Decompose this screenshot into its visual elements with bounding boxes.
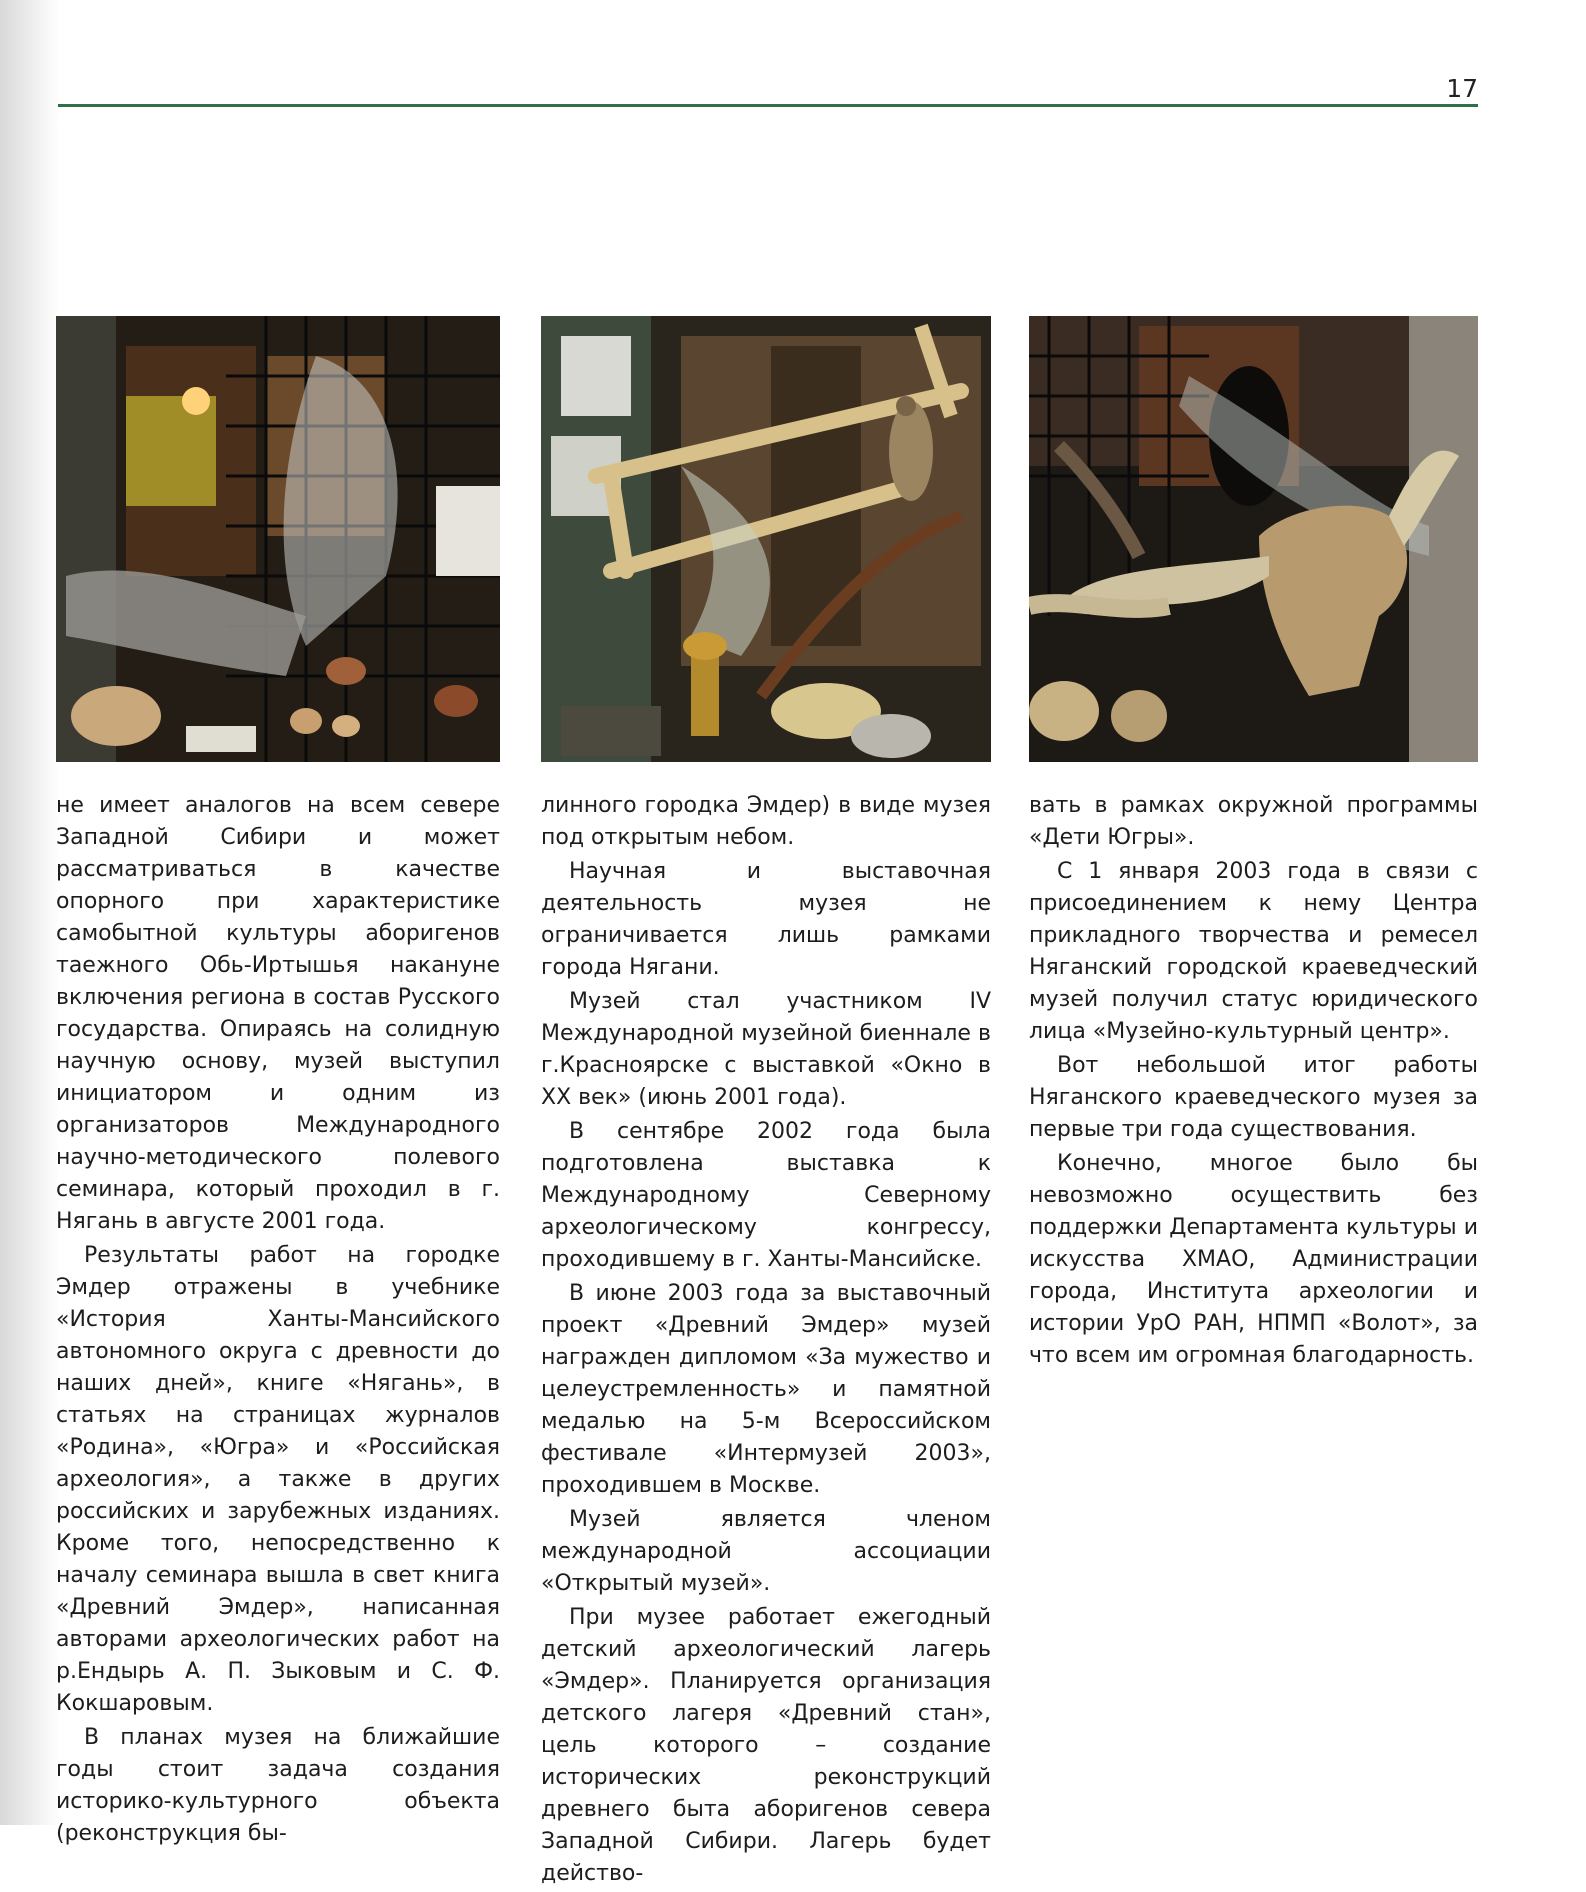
page-number: 17 <box>1446 74 1478 103</box>
paragraph: не имеет аналогов на всем севере Западной Сибири и может рассматриваться в качестве опорного при характеристике самобытной культуры аборигенов таежного Обь-Иртышья накануне включения региона в состав Русского государства. Опираясь на солидную научную основу, музей выступил инициатором и одним из организаторов Международного научно-методического полевого семинара, который проходил в г. Нягань в августе 2001 года. <box>56 793 500 1234</box>
header-rule <box>58 104 1478 107</box>
paragraph: Музей является членом международной ассоциации «Открытый музей». <box>541 1507 991 1596</box>
museum-photo-3 <box>1029 316 1478 762</box>
page-gutter-shadow <box>0 0 60 1825</box>
paragraph: Вот небольшой итог работы Няганского краеведческого музея за первые три года существования. <box>1029 1053 1478 1142</box>
paragraph: Музей стал участником IV Международной музейной биеннале в г.Красноярске с выставкой «Окно в XX век» (июнь 2001 года). <box>541 989 991 1110</box>
paragraph: Научная и выставочная деятельность музея не ограничивается лишь рамками города Нягани. <box>541 859 991 980</box>
paragraph: При музее работает ежегодный детский археологический лагерь «Эмдер». Планируется организация детского лагеря «Древний стан», цель которого – создание исторических реконструкций древнего быта аборигенов севера Западной Сибири. Лагерь будет действо- <box>541 1605 991 1886</box>
museum-photo-2 <box>541 316 991 762</box>
paragraph: В сентябре 2002 года была подготовлена выставка к Международному Северному археологическому конгрессу, проходившему в г. Ханты-Мансийске. <box>541 1119 991 1272</box>
text-column-1 <box>56 790 500 1852</box>
text-column-2 <box>541 790 991 1892</box>
paragraph: линного городка Эмдер) в виде музея под открытым небом. <box>541 793 991 850</box>
paragraph: В планах музея на ближайшие годы стоит задача создания историко-культурного объекта (реконструкция бы- <box>56 1725 500 1846</box>
paragraph: вать в рамках окружной программы «Дети Югры». <box>1029 793 1478 850</box>
paragraph: Конечно, многое было бы невозможно осуществить без поддержки Департамента культуры и искусства ХМАО, Администрации города, Института археологии и истории УрО РАН, НПМП «Волот», за что всем им огромная благодарность. <box>1029 1151 1478 1368</box>
paragraph: В июне 2003 года за выставочный проект «Древний Эмдер» музей награжден дипломом «За мужество и целеустремленность» и памятной медалью на 5-м Всероссийском фестивале «Интермузей 2003», проходившем в Москве. <box>541 1281 991 1498</box>
paragraph: Результаты работ на городке Эмдер отражены в учебнике «История Ханты-Мансийского автономного округа с древности до наших дней», книге «Нягань», в статьях на страницах журналов «Родина», «Югра» и «Российская археология», а также в других российских и зарубежных изданиях. Кроме того, непосредственно к началу семинара вышла в свет книга «Древний Эмдер», написанная авторами археологических работ на р.Ендырь А. П. Зыковым и С. Ф. Кокшаровым. <box>56 1243 500 1716</box>
paragraph: С 1 января 2003 года в связи с присоединением к нему Центра прикладного творчества и ремесел Няганский городской краеведческий музей получил статус юридического лица «Музейно-культурный центр». <box>1029 859 1478 1044</box>
text-column-3 <box>1029 790 1478 1374</box>
museum-photo-1 <box>56 316 500 762</box>
